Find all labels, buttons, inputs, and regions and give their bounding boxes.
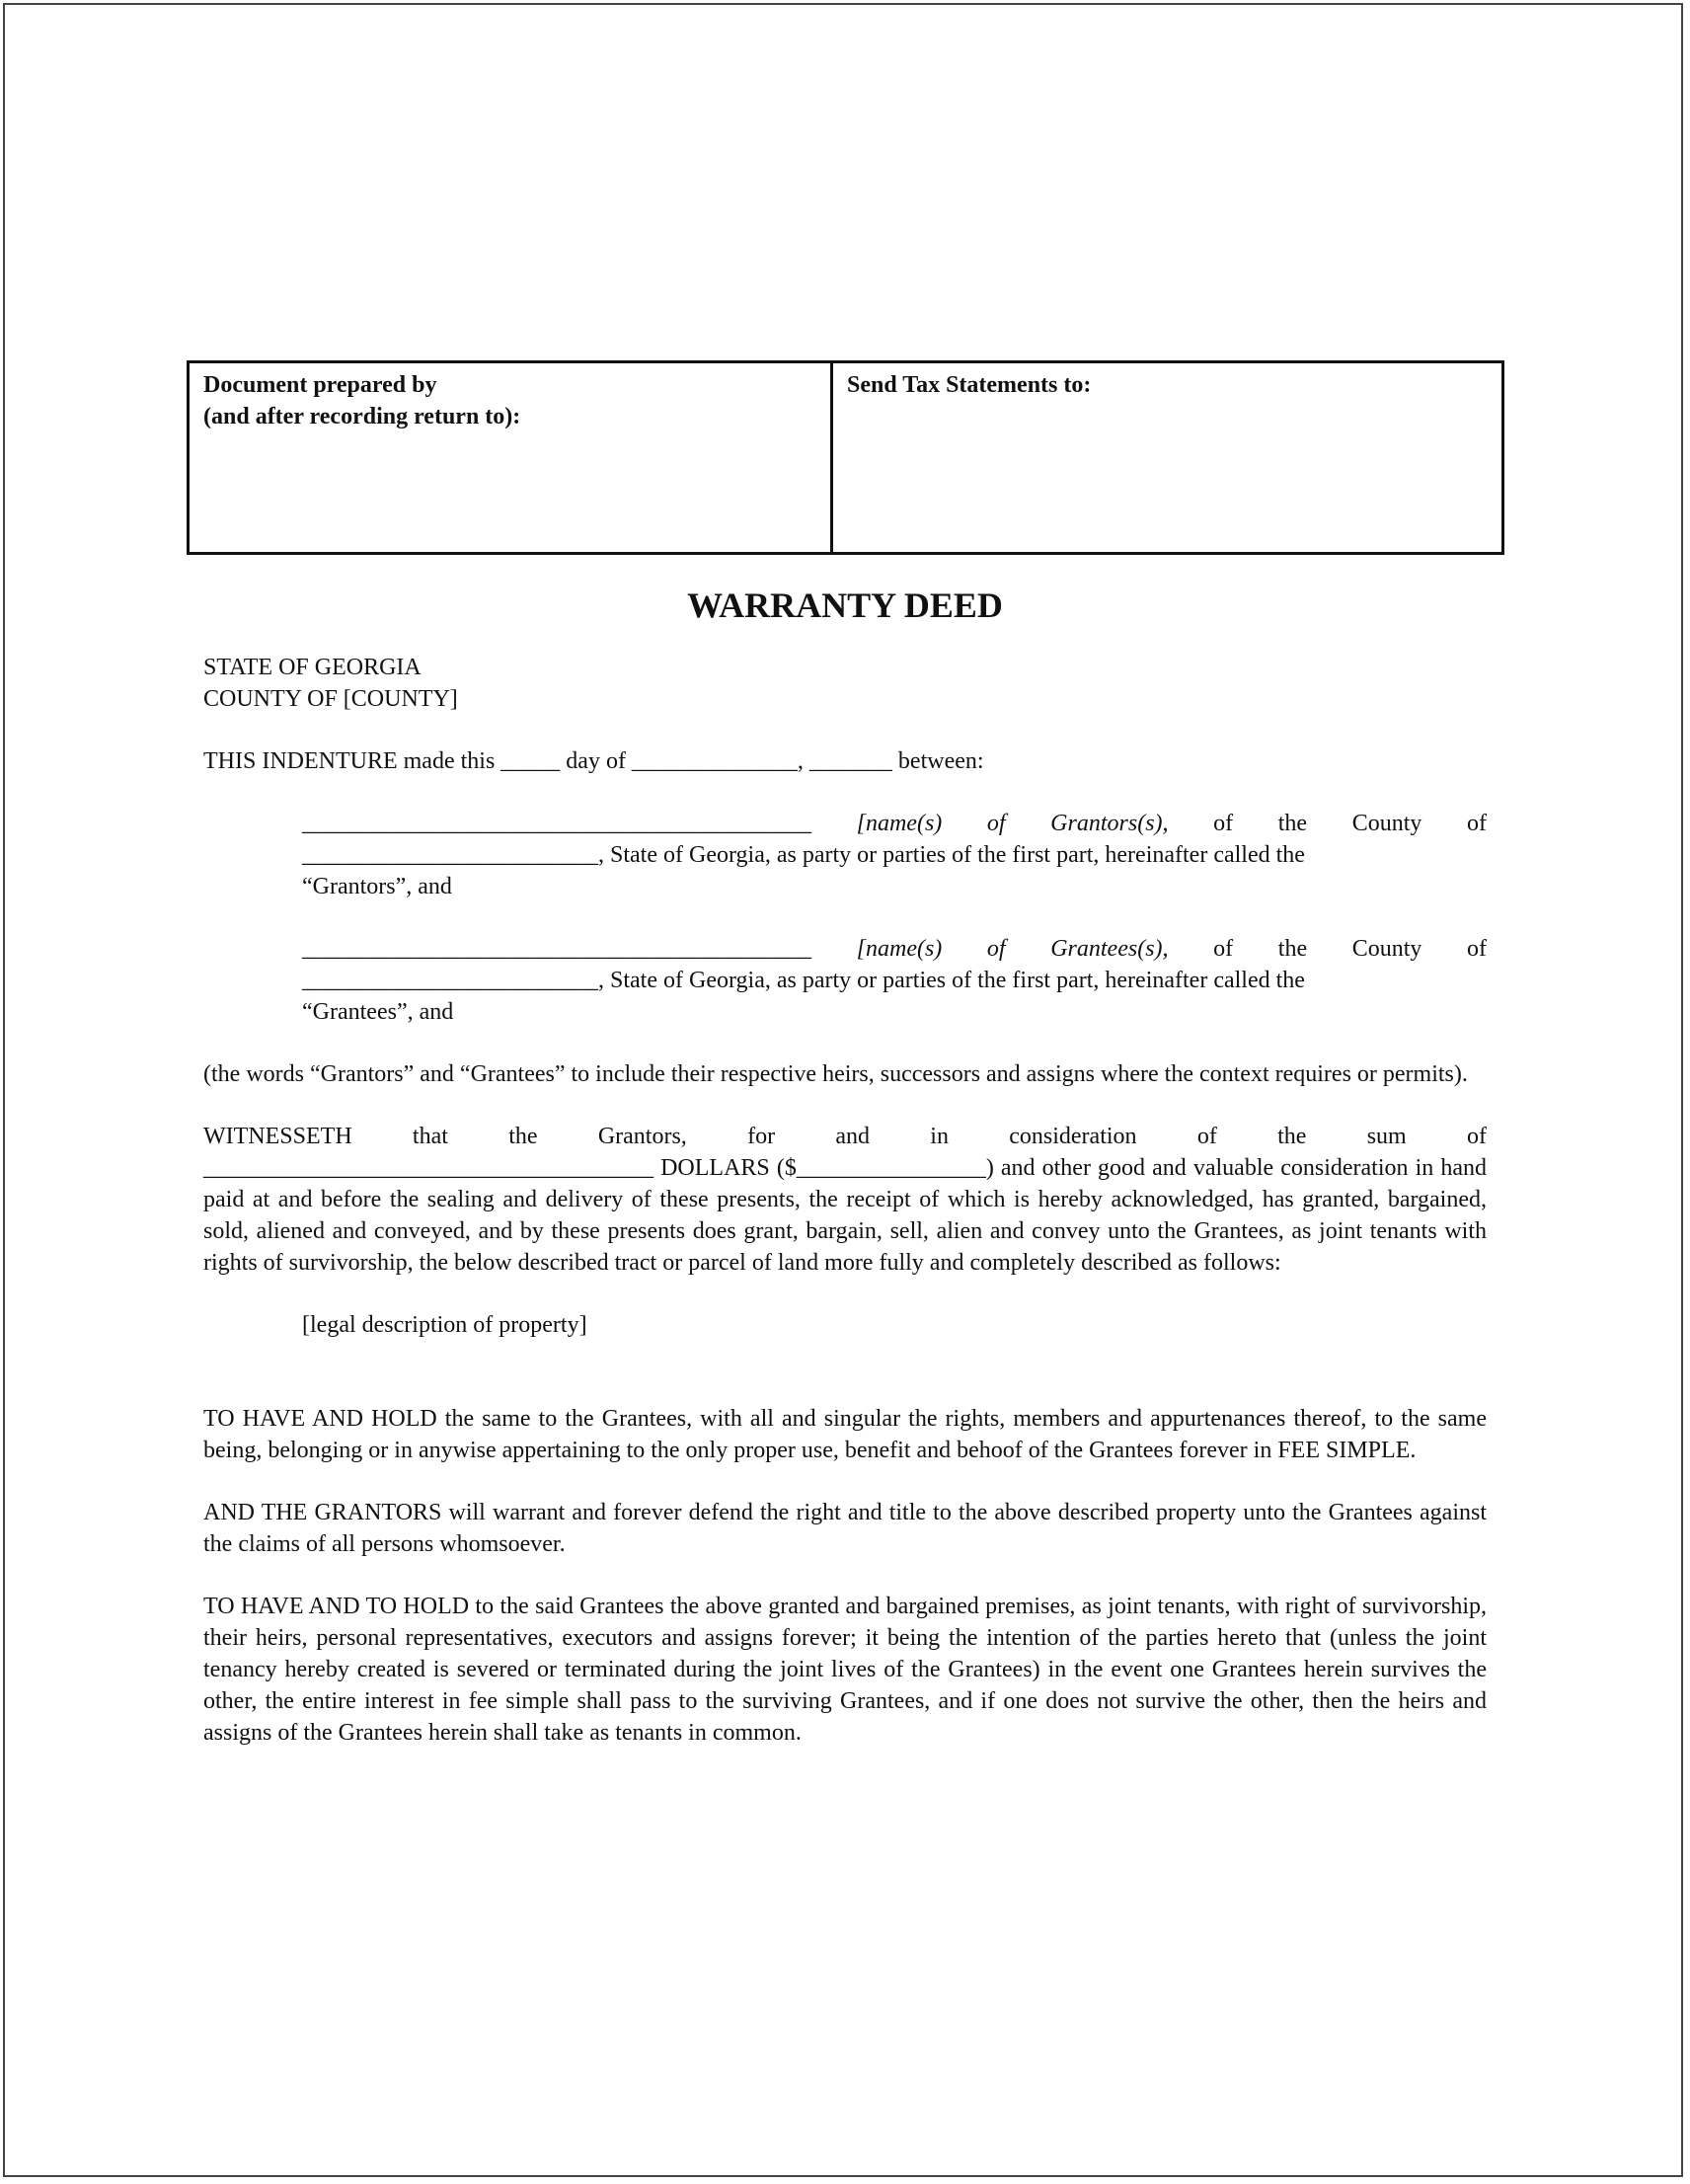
grantees-name-blank: ___________________________________________: [302, 936, 811, 962]
tax-statements-label: Send Tax Statements to:: [847, 372, 1092, 398]
grantors-name-blank: ___________________________________________: [302, 811, 811, 836]
grantees-county-text: of the County of: [1213, 936, 1488, 962]
grantees-name-hint: [name(s) of Grantees(s),: [856, 936, 1169, 962]
prepared-by-cell: [190, 363, 833, 552]
grantors-county-text: of the County of: [1213, 811, 1487, 836]
witnesseth-first-line: WITNESSETH that the Grantors, for and in consideration of the sum of: [203, 1124, 1487, 1149]
county-line: COUNTY OF [COUNTY]: [203, 686, 458, 712]
prepared-by-label: Document prepared by: [203, 372, 437, 398]
grantors-first-line: [302, 808, 1487, 839]
return-to-label: (and after recording return to):: [203, 404, 521, 429]
tax-statements-cell: [833, 363, 1501, 552]
grantees-third-line: “Grantees”, and: [302, 999, 454, 1025]
grantors-third-line: “Grantors”, and: [302, 874, 452, 899]
grantors-name-hint: [name(s) of Grantors(s),: [856, 811, 1169, 836]
witnesseth-paragraph: [203, 1121, 1487, 1279]
grantors-paragraph: [302, 808, 1487, 902]
recording-header-box: [187, 360, 1504, 555]
grantees-paragraph: [302, 933, 1487, 1028]
indenture-line: THIS INDENTURE made this _____ day of ______________, _______ between:: [203, 748, 984, 774]
grantees-second-line: _________________________, State of Georgia, as party or parties of the first part, hereinafter called the: [302, 968, 1305, 993]
words-definition-paragraph: (the words “Grantors” and “Grantees” to include their respective heirs, successors and assigns where the context requires or permits).: [203, 1061, 1468, 1087]
state-county-block: [203, 652, 1487, 715]
witnesseth-body: ______________________________________ DOLLARS ($________________) and other good and valuable consideration in hand paid at and before the sealing and delivery of these presents, the receipt of which is hereby acknowledged, has granted, bargained, sold, aliened and conveyed, and by these presents does grant, bargain, sell, alien and convey unto the Grantees, as joint tenants with rights of survivorship, the below described tract or parcel of land more fully and completely described as follows:: [203, 1155, 1487, 1276]
grantors-second-line: _________________________, State of Georgia, as party or parties of the first part, hereinafter called the: [302, 842, 1305, 868]
deed-body: [203, 652, 1487, 1749]
survivorship-paragraph: TO HAVE AND TO HOLD to the said Grantees the above granted and bargained premises, as joint tenants, with right of survivorship, their heirs, personal representatives, executors and assigns forever; it being the intention of the parties hereto that (unless the joint tenancy hereby created is severed or terminated during the joint lives of the Grantees) in the event one Grantees herein survives the other, the entire interest in fee simple shall pass to the surviving Grantees, and if one does not survive the other, then the heirs and assigns of the Grantees herein shall take as tenants in common.: [203, 1594, 1487, 1746]
document-title: WARRANTY DEED: [687, 585, 1003, 625]
warranty-paragraph: AND THE GRANTORS will warrant and forever defend the right and title to the above described property unto the Grantees against the claims of all persons whomsoever.: [203, 1500, 1487, 1557]
habendum-paragraph: TO HAVE AND HOLD the same to the Grantees, with all and singular the rights, members and appurtenances thereof, to the same being, belonging or in anywise appertaining to the only proper use, benefit and behoof of the Grantees forever in FEE SIMPLE.: [203, 1406, 1487, 1463]
legal-description-placeholder: [legal description of property]: [302, 1312, 587, 1338]
state-line: STATE OF GEORGIA: [203, 655, 422, 680]
grantees-first-line: [302, 933, 1487, 965]
